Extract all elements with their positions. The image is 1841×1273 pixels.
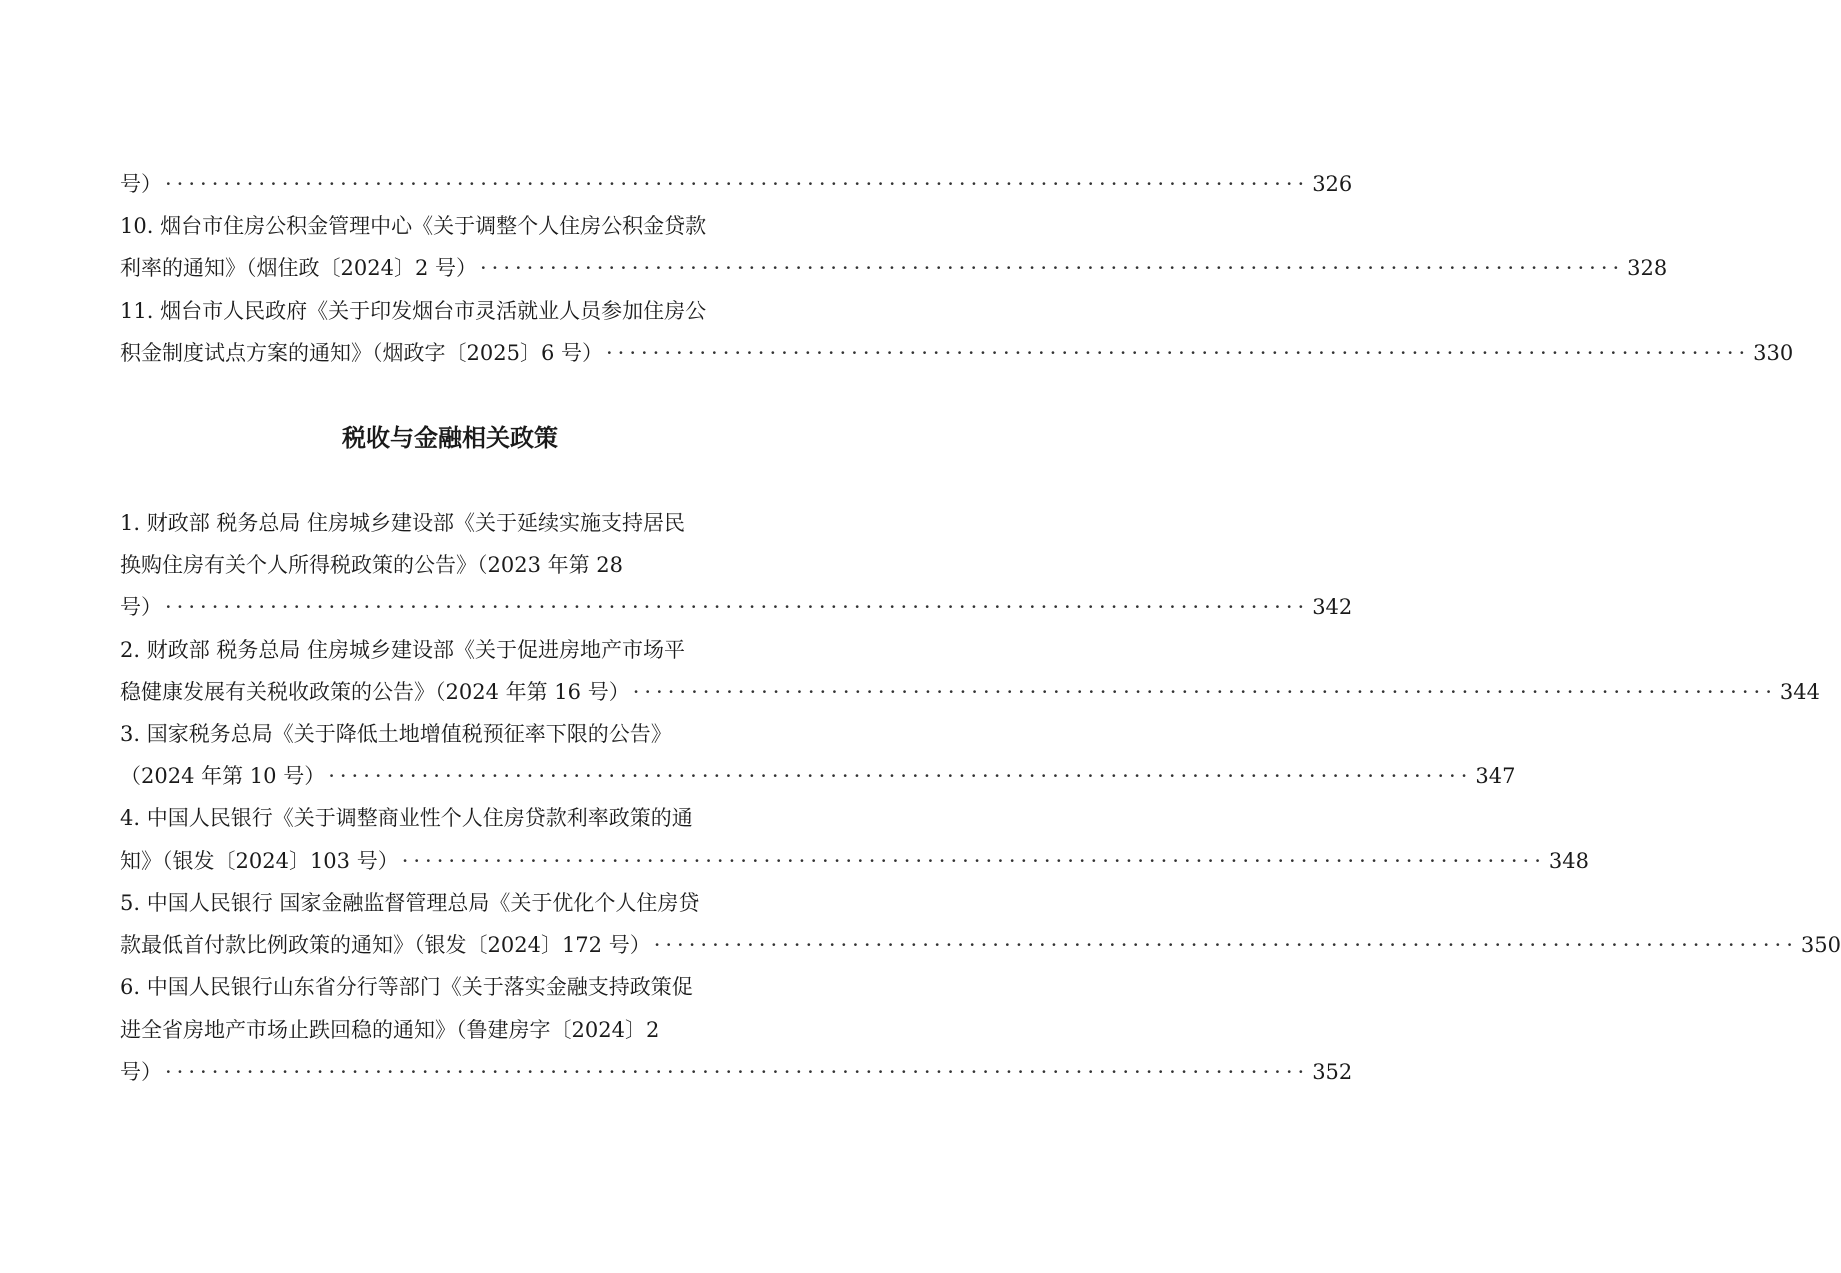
toc-entry-line[interactable]: [120, 505, 788, 541]
leader-dots: ··································································································: [401, 849, 1546, 873]
toc-entry-text: 号）: [120, 172, 162, 196]
toc-entry-text: 11. 烟台市人民政府《关于印发烟台市灵活就业人员参加住房公: [120, 299, 707, 323]
toc-entry-line[interactable]: [120, 293, 788, 329]
toc-entry-text: 3. 国家税务总局《关于降低土地增值税预征率下限的公告》: [120, 722, 672, 746]
toc-entry-text: 号）: [120, 595, 162, 619]
toc-entry-text: 积金制度试点方案的通知》（烟政字〔2025〕6 号）: [120, 341, 603, 365]
leader-dots: ··································································································: [165, 595, 1310, 619]
toc-entry-text: 款最低首付款比例政策的通知》（银发〔2024〕172 号）: [120, 933, 651, 957]
leader-dots: ··································································································: [328, 764, 1473, 788]
toc-entry-tail[interactable]: [120, 843, 1589, 879]
toc-entry-text: 6. 中国人民银行山东省分行等部门《关于落实金融支持政策促: [120, 975, 693, 999]
toc-entry-text: 号）: [120, 1060, 162, 1084]
toc-entry-line[interactable]: [120, 208, 788, 244]
toc-entry-line[interactable]: [120, 716, 788, 752]
page-number: 328: [1627, 256, 1668, 280]
leader-dots: ··································································································: [165, 1060, 1310, 1084]
page-number: 352: [1312, 1060, 1353, 1084]
page-number: 347: [1475, 764, 1516, 788]
toc-entry-line[interactable]: [120, 1012, 788, 1048]
toc-entry-text: 换购住房有关个人所得税政策的公告》（2023 年第 28: [120, 553, 624, 577]
toc-entry-tail[interactable]: [120, 166, 1353, 202]
section-heading: 税收与金融相关政策: [342, 423, 558, 452]
leader-dots: ··································································································: [479, 256, 1625, 280]
toc-entry-tail[interactable]: [120, 1054, 1353, 1090]
toc-entry-line[interactable]: [120, 800, 788, 836]
page-number: 330: [1753, 341, 1794, 365]
toc-entry-line[interactable]: [120, 632, 788, 668]
toc-entry-text: 2. 财政部 税务总局 住房城乡建设部《关于促进房地产市场平: [120, 638, 686, 662]
toc-entry-text: 1. 财政部 税务总局 住房城乡建设部《关于延续实施支持居民: [120, 511, 686, 535]
toc-entry-line[interactable]: [120, 547, 788, 583]
toc-entry-tail[interactable]: [120, 589, 1353, 625]
toc-entry-text: 知》（银发〔2024〕103 号）: [120, 849, 399, 873]
page-number: 344: [1779, 680, 1820, 704]
leader-dots: ··································································································: [165, 172, 1310, 196]
page-number: 326: [1312, 172, 1353, 196]
toc-entry-text: 5. 中国人民银行 国家金融监督管理总局《关于优化个人住房贷: [120, 891, 700, 915]
toc-entry-tail[interactable]: [120, 927, 1841, 963]
toc-entry-line[interactable]: [120, 969, 788, 1005]
toc-entry-tail[interactable]: [120, 758, 1516, 794]
toc-entry-text: 进全省房地产市场止跌回稳的通知》（鲁建房字〔2024〕2: [120, 1018, 660, 1042]
toc-entry-text: 稳健康发展有关税收政策的公告》（2024 年第 16 号）: [120, 680, 630, 704]
toc-entry-text: 4. 中国人民银行《关于调整商业性个人住房贷款利率政策的通: [120, 806, 693, 830]
toc-entry-text: 10. 烟台市住房公积金管理中心《关于调整个人住房公积金贷款: [120, 214, 707, 238]
page-number: 342: [1312, 595, 1353, 619]
page-number: 348: [1548, 849, 1589, 873]
toc-entry-text: （2024 年第 10 号）: [120, 764, 326, 788]
toc-entry-tail[interactable]: [120, 250, 1668, 286]
toc-entry-text: 利率的通知》（烟住政〔2024〕2 号）: [120, 256, 477, 280]
toc-entry-tail[interactable]: [120, 674, 1820, 710]
toc-entry-tail[interactable]: [120, 335, 1794, 371]
leader-dots: ··································································································: [632, 680, 1777, 704]
toc-entry-line[interactable]: [120, 885, 788, 921]
leader-dots: ··································································································: [653, 933, 1798, 957]
leader-dots: ··································································································: [605, 341, 1751, 365]
page-number: 350: [1800, 933, 1841, 957]
